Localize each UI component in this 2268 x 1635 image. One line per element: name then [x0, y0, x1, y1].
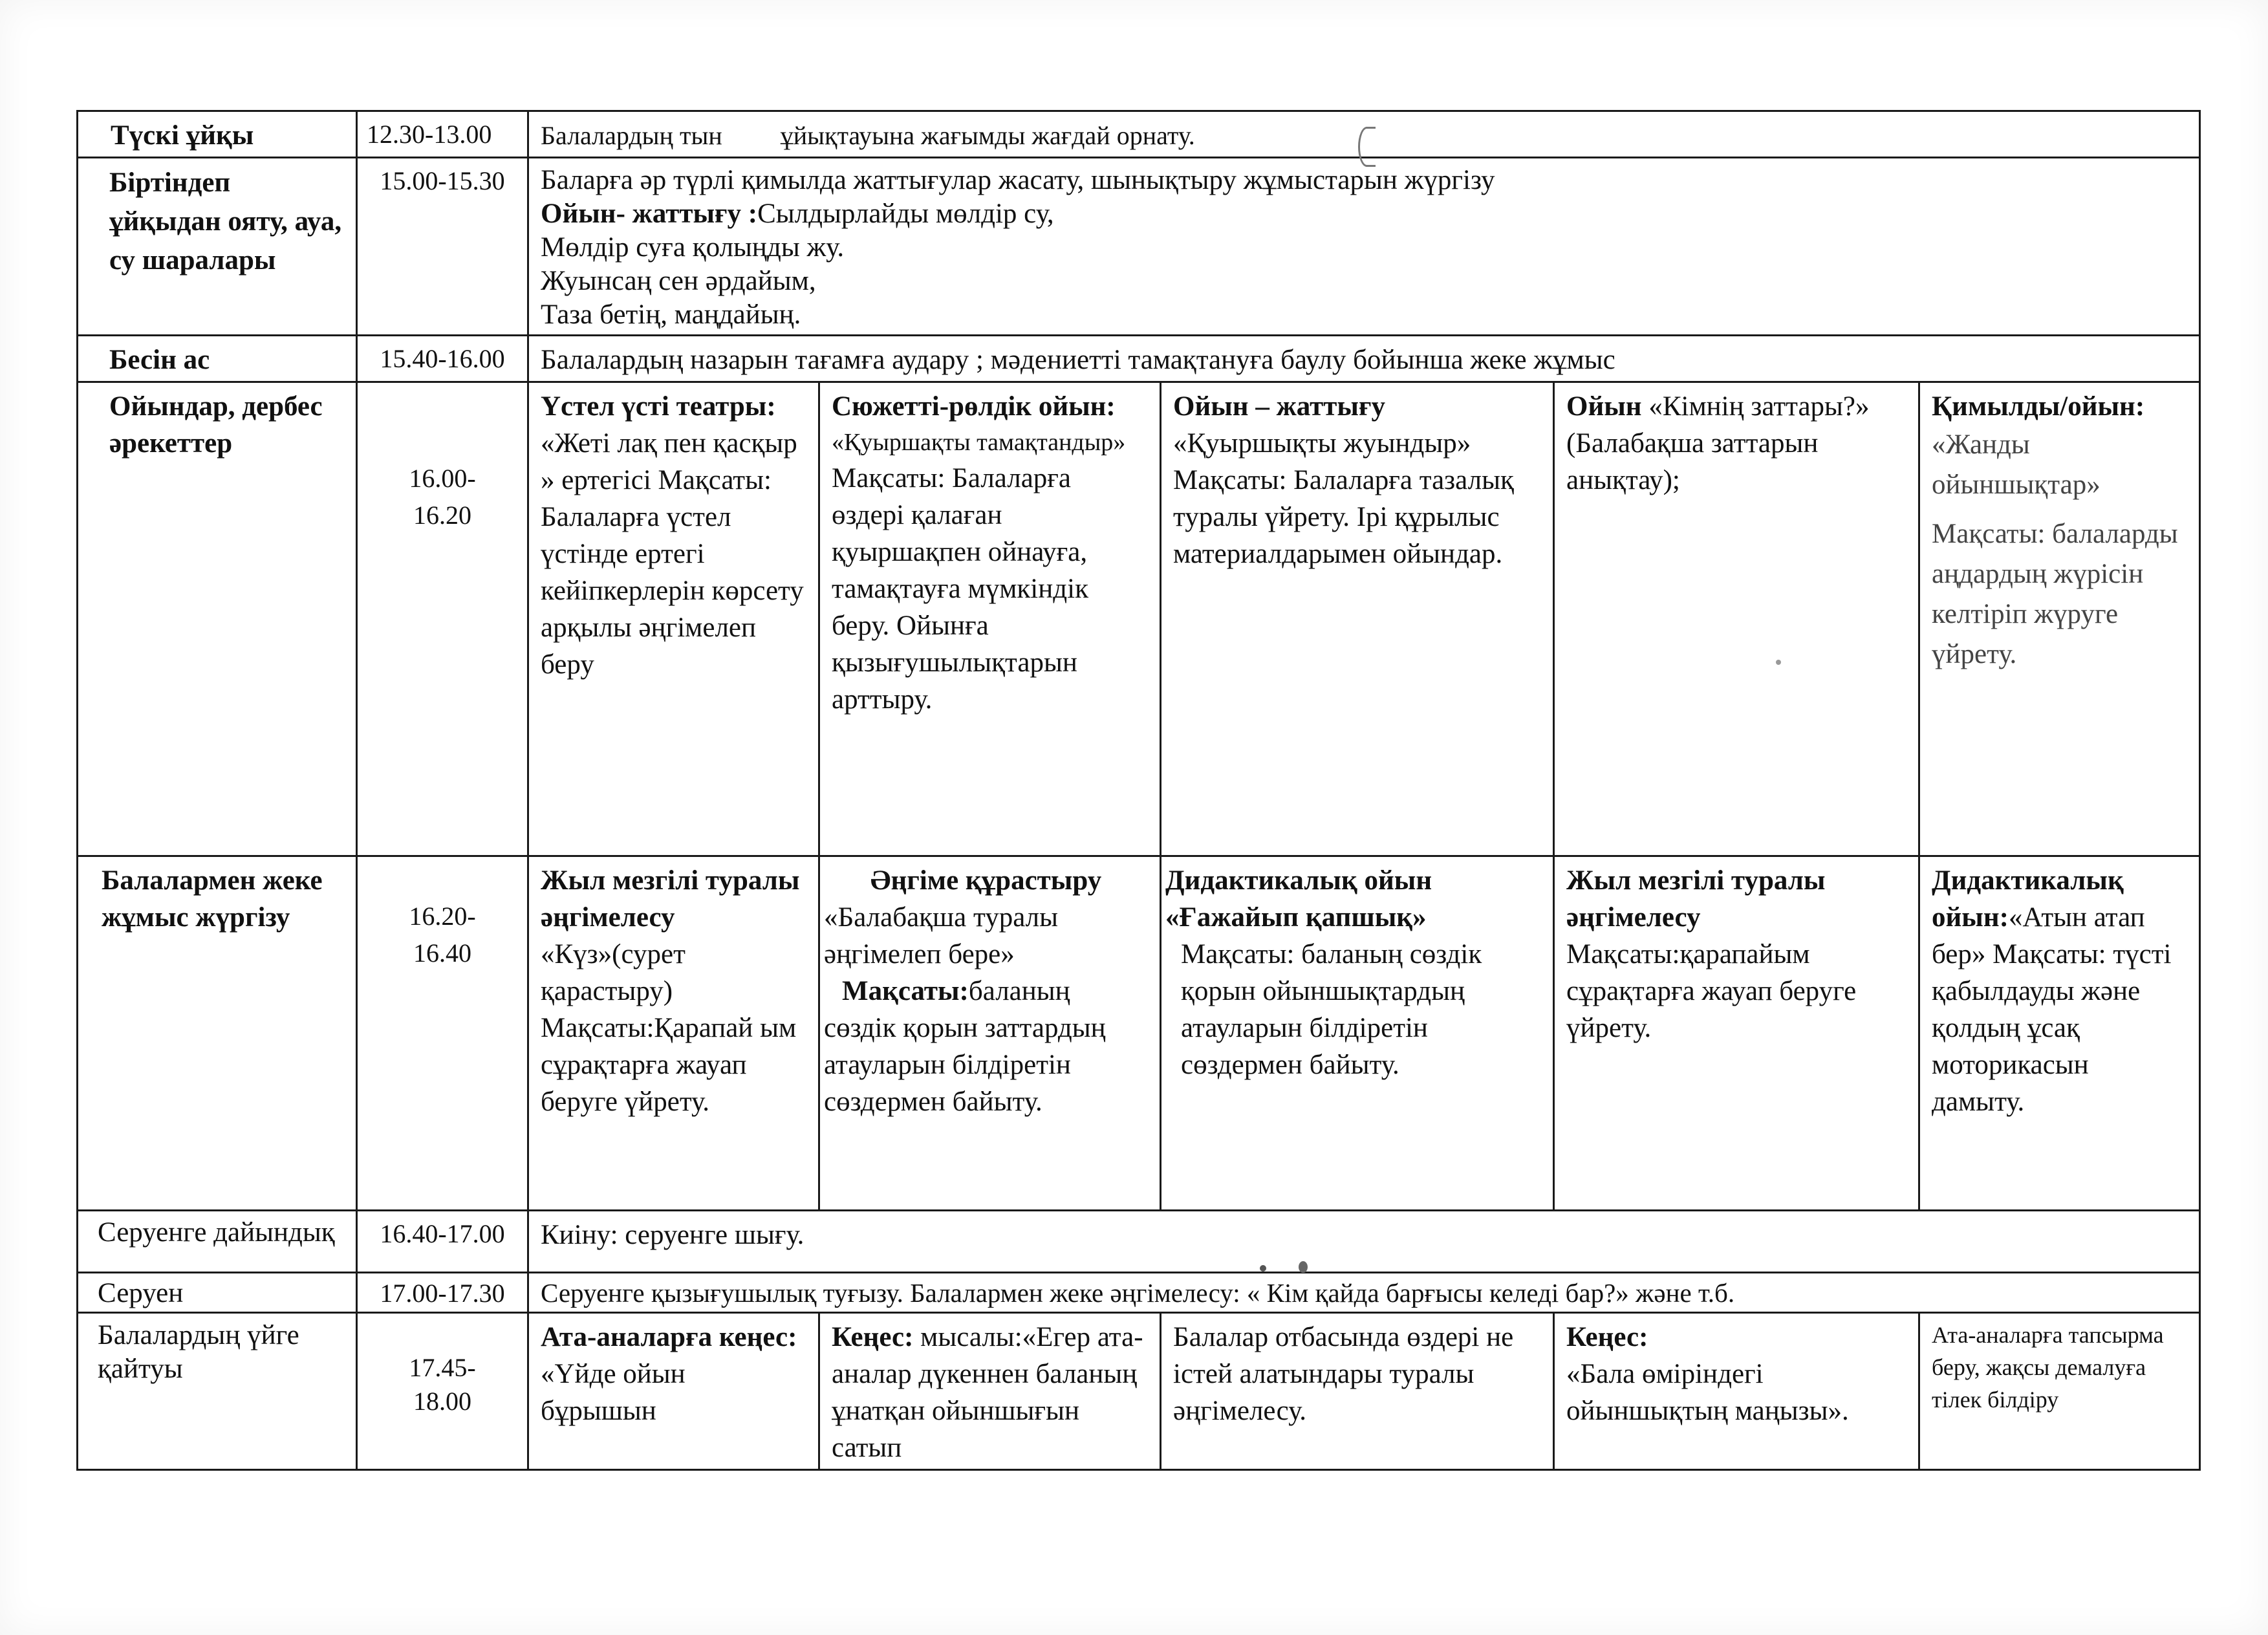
poem-line-4: Таза бетің, маңдайың. — [541, 299, 801, 330]
cell-title: Әңгіме құрастыру — [870, 865, 1102, 896]
cell-title: Ата-аналарға кеңес: — [541, 1322, 797, 1352]
cell-title: Кеңес: — [832, 1322, 914, 1352]
time-cell — [357, 1211, 528, 1273]
time-cell — [357, 158, 528, 336]
games-cell-1 — [528, 382, 819, 856]
time-label: 12.30-13.00 — [367, 120, 492, 149]
games-cell-2 — [819, 382, 1161, 856]
row-home — [78, 1313, 2200, 1470]
home-cell-1 — [528, 1313, 819, 1470]
activity-label: Ойындар, дербес әрекеттер — [109, 391, 323, 459]
time-label: 15.00-15.30 — [380, 166, 505, 195]
activity-label: Серуенге дайындық — [98, 1217, 335, 1248]
time-cell — [357, 856, 528, 1211]
activity-cell — [78, 1211, 357, 1273]
individual-cell-4 — [1554, 856, 1919, 1211]
cell-body: «Қуыршықты жуындыр» Мақсаты: Балаларға тазалық туралы үйрету. Ірі құрылыс материалдарымен ойындар. — [1173, 428, 1514, 569]
activity-label: Серуен — [98, 1278, 184, 1308]
activity-label: Бесін ас — [109, 345, 210, 375]
cell-title: Ойын – жаттығу — [1173, 391, 1385, 422]
time-cell — [357, 382, 528, 856]
scan-speck — [1299, 1261, 1308, 1273]
description-cell — [528, 336, 2200, 382]
cell-label: Мақсаты: — [842, 976, 969, 1006]
cell-title: Сюжетті-рөлдік ойын: — [832, 391, 1116, 422]
wake-line1: Баларға әр түрлі қимылда жаттығулар жасату, шынықтыру жұмыстарын жүргізу — [541, 165, 1495, 195]
individual-cell-5 — [1919, 856, 2200, 1211]
cell-body: «Күз»(сурет қарастыру) Мақсаты:Қарапай ым сұрақтарға жауап беруге үйрету. — [541, 939, 797, 1117]
cell-body: Мақсаты: баланың сөздік қорын ойыншықтардың атауларын білдіретін сөздермен байыту. — [1181, 939, 1482, 1080]
description-cell — [528, 1211, 2200, 1273]
sleep-text-part2: ұйықтауына жағымды жағдай орнату. — [780, 121, 1195, 150]
cell-body: Ата-аналарға тапсырма беру, жақсы демалуға тілек білдіру — [1932, 1322, 2164, 1413]
cell-title: Дидактикалық ойын «Ғажайып қапшық» — [1165, 865, 1432, 933]
cell-title: Кеңес: — [1566, 1322, 1648, 1352]
row-walk — [78, 1273, 2200, 1313]
cell-title: Жыл мезгілі туралы әңгімелесу — [541, 865, 800, 933]
individual-cell-3 — [1161, 856, 1554, 1211]
cell-body: мысалы:«Егер ата-аналар дүкеннен баланың ұнатқан ойыншығын сатып — [832, 1322, 1143, 1463]
scan-mark — [762, 115, 780, 149]
individual-cell-1 — [528, 856, 819, 1211]
poem-line-1: Сылдырлайды мөлдір су, — [757, 199, 1054, 229]
cell-title: Қимылды/ойын: — [1932, 391, 2145, 422]
time-label: 16.00- 16.20 — [409, 464, 476, 530]
scan-speck — [1776, 660, 1781, 665]
time-label: 17.00-17.30 — [380, 1279, 505, 1308]
cell-body: «Жеті лақ пен қасқыр » ертегісі Мақсаты: Балаларға үстел үстінде ертегі кейіпкерлерін көрсету арқылы әңгімелеп беру — [541, 428, 804, 680]
time-label: 16.20- 16.40 — [409, 902, 476, 968]
poem-line-3: Жуынсаң сен әрдайым, — [541, 266, 816, 296]
cell-title: Үстел үсті театры: — [541, 391, 776, 422]
cell-body-2: баланың сөздік қорын заттардың атауларын білдіретін сөздермен байыту. — [824, 976, 1106, 1117]
cell-body: «Жанды ойыншықтар» — [1932, 429, 2101, 500]
time-cell — [357, 336, 528, 382]
cell-body-2: Мақсаты: Балаларға өздері қалаған қуыршақпен ойнауға, тамақтауға мүмкіндік беру. Ойынға қызығушылықтарын арттыру. — [832, 463, 1088, 715]
cell-body: «Кімнің заттары?» (Балабақша заттарын анықтау); — [1566, 391, 1870, 495]
game-label: Ойын- жаттығу : — [541, 199, 758, 229]
sleep-text-part1: Балалардың тын — [541, 121, 722, 150]
games-cell-4 — [1554, 382, 1919, 856]
activity-cell — [78, 336, 357, 382]
activity-cell — [78, 111, 357, 158]
activity-label: Түскі ұйқы — [111, 120, 254, 151]
description-cell — [528, 158, 2200, 336]
time-label: 16.40-17.00 — [380, 1219, 505, 1248]
time-cell — [357, 1273, 528, 1313]
row-games — [78, 382, 2200, 856]
games-cell-5 — [1919, 382, 2200, 856]
row-sleep — [78, 111, 2200, 158]
scan-mark — [1358, 127, 1376, 167]
activity-cell — [78, 1313, 357, 1470]
game-line — [541, 197, 2187, 231]
time-cell — [357, 111, 528, 158]
activity-label: Балалардың үйге қайтуы — [98, 1320, 299, 1384]
cell-body: «Атын атап бер» Мақсаты: түсті қабылдауды және қолдың ұсақ моторикасын дамыту. — [1932, 902, 2172, 1117]
cell-title: Дидактикалық ойын: — [1932, 865, 2124, 933]
row-individual — [78, 856, 2200, 1211]
cell-title: Ойын — [1566, 391, 1642, 422]
cell-body: «Қуыршақты тамақтандыр» — [832, 429, 1126, 456]
activity-cell — [78, 158, 357, 336]
description-cell — [528, 1273, 2200, 1313]
cell-body: Мақсаты:қарапайым сұрақтарға жауап беруге үйрету. — [1566, 939, 1857, 1043]
row-snack — [78, 336, 2200, 382]
activity-cell — [78, 382, 357, 856]
home-cell-2 — [819, 1313, 1161, 1470]
home-cell-4 — [1554, 1313, 1919, 1470]
individual-cell-2 — [819, 856, 1161, 1211]
cell-body: «Үйде ойын бұрышын — [541, 1359, 686, 1426]
home-cell-3 — [1161, 1313, 1554, 1470]
games-cell-3 — [1161, 382, 1554, 856]
activity-cell — [78, 1273, 357, 1313]
walk-text: Серуенге қызығушылық туғызу. Балалармен жеке әңгімелесу: « Кім қайда барғысы келеді бар?» және т.б. — [541, 1278, 1735, 1308]
cell-body: «Балабақша туралы әңгімелеп бере» — [824, 902, 1059, 969]
time-cell — [357, 1313, 528, 1470]
cell-body: «Бала өміріндегі ойыншықтың маңызы». — [1566, 1359, 1849, 1426]
poem-line-2: Мөлдір суға қолыңды жу. — [541, 232, 845, 263]
schedule-table — [76, 110, 2201, 1471]
prep-text: Киіну: серуенге шығу. — [541, 1220, 805, 1250]
snack-text: Балалардың назарын тағамға аудару ; мәдениетті тамақтануға баулу бойынша жеке жұмыс — [541, 345, 1615, 375]
activity-label: Балалармен жеке жұмыс жүргізу — [102, 865, 323, 933]
activity-cell — [78, 856, 357, 1211]
home-cell-5 — [1919, 1313, 2200, 1470]
time-label: 15.40-16.00 — [380, 344, 505, 373]
cell-body-2: Мақсаты: балаларды аңдардың жүрісін келтіріп жүруге үйрету. — [1932, 519, 2178, 669]
scan-speck — [1260, 1265, 1266, 1272]
row-wake — [78, 158, 2200, 336]
time-label: 17.45- 18.00 — [409, 1353, 476, 1416]
activity-label: Біртіндеп ұйқыдан ояту, ауа, су шаралары — [109, 168, 342, 276]
cell-title: Жыл мезгілі туралы әңгімелесу — [1566, 865, 1826, 933]
row-prep — [78, 1211, 2200, 1273]
cell-body: Балалар отбасында өздері не істей алатындары туралы әңгімелесу. — [1173, 1322, 1514, 1426]
